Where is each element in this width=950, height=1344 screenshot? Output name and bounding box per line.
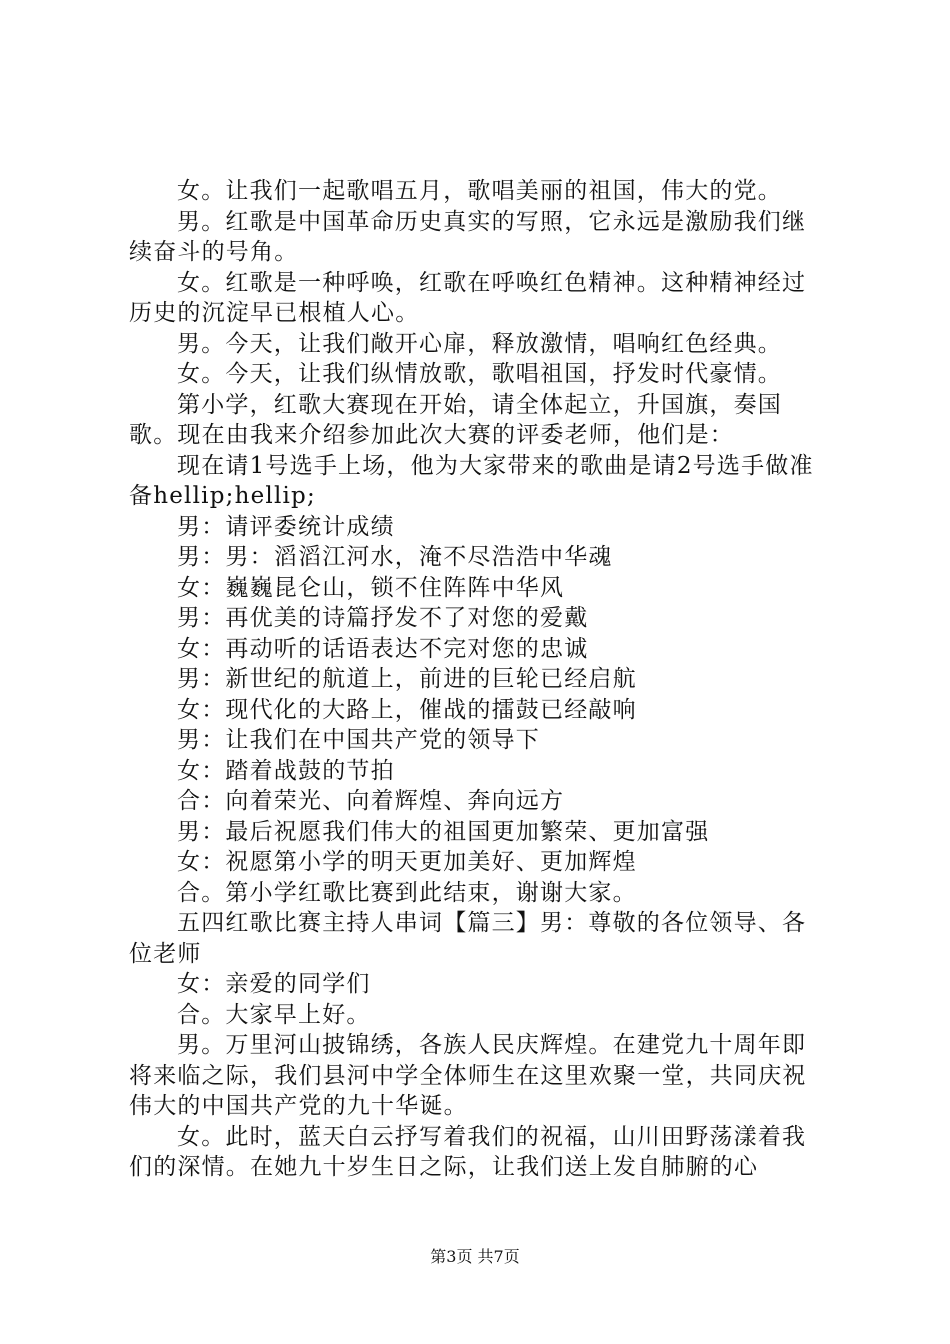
paragraph: 女。让我们一起歌唱五月，歌唱美丽的祖国，伟大的党。 bbox=[177, 178, 782, 204]
paragraph: 现在请1号选手上场，他为大家带来的歌曲是请2号选手做准备hellip;hellip; bbox=[129, 452, 814, 509]
paragraph: 女：亲爱的同学们 bbox=[177, 971, 371, 997]
paragraph: 男。红歌是中国革命历史真实的写照，它永远是激励我们继续奋斗的号角。 bbox=[129, 208, 807, 265]
paragraph: 女：巍巍昆仑山，锁不住阵阵中华风 bbox=[177, 574, 565, 601]
paragraph: 女：踏着战鼓的节拍 bbox=[177, 757, 395, 784]
paragraph: 男：请评委统计成绩 bbox=[177, 513, 395, 540]
paragraph: 男。万里河山披锦绣，各族人民庆辉煌。在建党九十周年即将来临之际，我们县河中学全体师生在这里欢聚一堂，共同庆祝伟大的中国共产党的九十华诞。 bbox=[129, 1032, 807, 1119]
document-body bbox=[129, 176, 829, 1183]
paragraph: 男：最后祝愿我们伟大的祖国更加繁荣、更加富强 bbox=[177, 818, 710, 845]
paragraph: 男：男：滔滔江河水，淹不尽浩浩中华魂 bbox=[177, 544, 613, 570]
paragraph: 男：再优美的诗篇抒发不了对您的爱戴 bbox=[177, 605, 589, 631]
paragraph: 合。大家早上好。 bbox=[177, 1001, 371, 1028]
paragraph: 合：向着荣光、向着辉煌、奔向远方 bbox=[177, 788, 565, 814]
paragraph: 合。第小学红歌比赛到此结束，谢谢大家。 bbox=[177, 879, 637, 906]
paragraph: 女。此时，蓝天白云抒写着我们的祝福，山川田野荡漾着我们的深情。在她九十岁生日之际，让我们送上发自肺腑的心 bbox=[129, 1123, 807, 1180]
paragraph: 女：再动听的话语表达不完对您的忠诚 bbox=[177, 635, 589, 662]
paragraph: 五四红歌比赛主持人串词【篇三】男：尊敬的各位领导、各位老师 bbox=[129, 910, 807, 967]
paragraph: 男：新世纪的航道上，前进的巨轮已经启航 bbox=[177, 666, 637, 692]
paragraph: 女。今天，让我们纵情放歌，歌唱祖国，抒发时代豪情。 bbox=[177, 361, 782, 387]
paragraph: 男：让我们在中国共产党的领导下 bbox=[177, 727, 540, 753]
paragraph: 第小学，红歌大赛现在开始，请全体起立，升国旗，奏国歌。现在由我来介绍参加此次大赛的评委老师，他们是： bbox=[129, 391, 782, 448]
paragraph: 女。红歌是一种呼唤，红歌在呼唤红色精神。这种精神经过历史的沉淀早已根植人心。 bbox=[129, 269, 807, 326]
paragraph: 女：现代化的大路上，催战的擂鼓已经敲响 bbox=[177, 696, 637, 723]
paragraph: 女：祝愿第小学的明天更加美好、更加辉煌 bbox=[177, 849, 637, 875]
paragraph: 男。今天，让我们敞开心扉，释放激情，唱响红色经典。 bbox=[177, 330, 782, 357]
page-number-footer: 第3页 共7页 bbox=[430, 1247, 520, 1266]
